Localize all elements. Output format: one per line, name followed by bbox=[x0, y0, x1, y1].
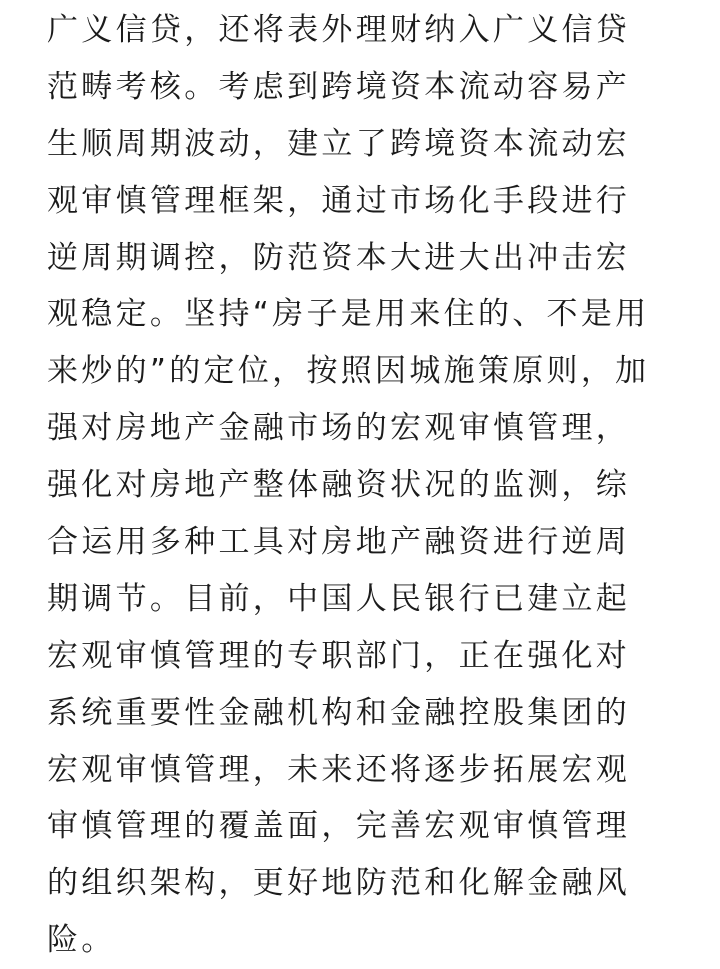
text-line: 宏观审慎管理，未来还将逐步拓展宏观 bbox=[47, 751, 631, 788]
text-line: 审慎管理的覆盖面，完善宏观审慎管理 bbox=[47, 808, 631, 845]
text-line: 生顺周期波动，建立了跨境资本流动宏 bbox=[47, 125, 631, 162]
text-line: 险。 bbox=[47, 922, 116, 959]
text-line: 观稳定。坚持“房子是用来住的、不是用 bbox=[47, 296, 650, 333]
text-line: 强化对房地产整体融资状况的监测，综 bbox=[47, 467, 631, 504]
text-line: 合运用多种工具对房地产融资进行逆周 bbox=[47, 524, 631, 561]
text-line: 范畴考核。考虑到跨境资本流动容易产 bbox=[47, 68, 631, 105]
article-paragraph bbox=[47, 0, 676, 969]
text-line: 来炒的”的定位，按照因城施策原则，加 bbox=[47, 353, 650, 390]
text-line: 广义信贷，还将表外理财纳入广义信贷 bbox=[47, 12, 631, 48]
text-line: 系统重要性金融机构和金融控股集团的 bbox=[47, 694, 631, 731]
text-line: 宏观审慎管理的专职部门，正在强化对 bbox=[47, 637, 631, 674]
text-line: 的组织架构，更好地防范和化解金融风 bbox=[47, 865, 631, 902]
text-line: 观审慎管理框架，通过市场化手段进行 bbox=[47, 182, 631, 219]
text-line: 逆周期调控，防范资本大进大出冲击宏 bbox=[47, 239, 631, 276]
text-line: 强对房地产金融市场的宏观审慎管理， bbox=[47, 410, 631, 447]
text-line: 期调节。目前，中国人民银行已建立起 bbox=[47, 580, 631, 617]
